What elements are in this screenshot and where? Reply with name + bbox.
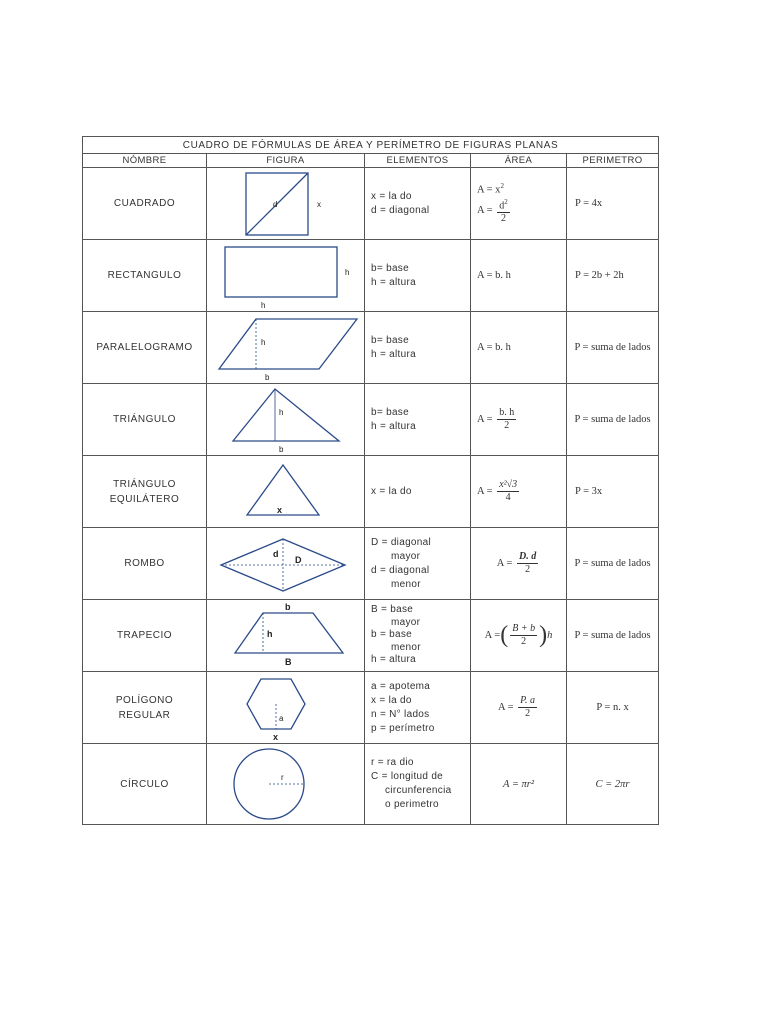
element-line: b= base bbox=[371, 262, 409, 274]
row-name-line: POLÍGONO bbox=[115, 694, 174, 706]
table-row bbox=[83, 600, 659, 672]
elements-cell bbox=[365, 672, 471, 744]
elements-cell bbox=[365, 456, 471, 528]
numerator: d bbox=[499, 199, 505, 211]
area-prefix: A = bbox=[497, 701, 514, 713]
rhombus-figure bbox=[207, 528, 365, 600]
row-name-line: TRIÁNGULO bbox=[113, 478, 176, 490]
label-B: B bbox=[284, 656, 291, 667]
label-h-bottom: h bbox=[260, 300, 265, 310]
label-h: h bbox=[278, 407, 283, 417]
perimeter-cell: P = 4x bbox=[567, 168, 659, 240]
element-line: mayor bbox=[391, 550, 421, 562]
hexagon-figure bbox=[207, 672, 365, 744]
table-row bbox=[83, 456, 659, 528]
element-line: x = la do bbox=[371, 694, 412, 706]
element-line: b = base bbox=[371, 629, 413, 641]
area-suffix: h bbox=[547, 629, 553, 641]
row-name: TRAPECIO bbox=[83, 600, 207, 672]
fraction bbox=[517, 551, 538, 576]
perimeter-cell: P = 2b + 2h bbox=[567, 240, 659, 312]
table-row bbox=[83, 744, 659, 825]
row-name bbox=[83, 672, 207, 744]
perimeter-cell: P = suma de lados bbox=[567, 312, 659, 384]
elements-cell bbox=[365, 744, 471, 825]
triangle-figure bbox=[207, 384, 365, 456]
label-b: b bbox=[284, 601, 290, 612]
fraction bbox=[510, 623, 537, 648]
area-prefix: A = bbox=[477, 485, 493, 497]
area-cell bbox=[471, 456, 567, 528]
area-cell: A = πr² bbox=[471, 744, 567, 825]
label-d: d bbox=[272, 548, 278, 559]
element-line: h = altura bbox=[371, 276, 416, 288]
perimeter-cell: C = 2πr bbox=[567, 744, 659, 825]
element-line: a = apotema bbox=[371, 680, 431, 692]
element-line: d = diagonal bbox=[371, 564, 430, 576]
equilateral-triangle-figure bbox=[207, 456, 365, 528]
element-line: x = la do bbox=[371, 190, 412, 202]
area-cell: A = b. h bbox=[471, 240, 567, 312]
element-line: C = longitud de bbox=[371, 771, 444, 782]
perimeter-cell: P = suma de lados bbox=[567, 384, 659, 456]
elements-cell bbox=[365, 240, 471, 312]
formula-table bbox=[82, 136, 659, 825]
element-line: h = altura bbox=[371, 420, 416, 432]
area-prefix: A = bbox=[477, 204, 493, 216]
label-a: a bbox=[278, 713, 283, 723]
element-line: r = ra dio bbox=[371, 757, 414, 768]
element-line: B = base bbox=[371, 604, 414, 616]
table-row bbox=[83, 168, 659, 240]
perimeter-cell: P = 3x bbox=[567, 456, 659, 528]
area-cell bbox=[471, 384, 567, 456]
numerator: B + b bbox=[512, 623, 536, 634]
parallelogram-figure bbox=[207, 312, 365, 384]
header-perimeter: PERIMETRO bbox=[567, 154, 659, 168]
exponent: 2 bbox=[504, 197, 508, 206]
elements-cell bbox=[365, 528, 471, 600]
elements-cell bbox=[365, 600, 471, 672]
label-x: x bbox=[276, 504, 282, 515]
header-name: NÓMBRE bbox=[83, 154, 207, 168]
fraction bbox=[518, 695, 537, 720]
area-cell: A =( $\frac{B + b}{2}$ )h bbox=[471, 600, 567, 672]
rectangle-figure bbox=[207, 240, 365, 312]
area-prefix: A = bbox=[484, 629, 501, 641]
header-figure: FIGURA bbox=[207, 154, 365, 168]
label-D: D bbox=[294, 554, 301, 565]
numerator: b. h bbox=[499, 407, 515, 418]
numerator: P. a bbox=[520, 695, 535, 706]
denominator: 2 bbox=[504, 420, 510, 431]
row-name: RECTANGULO bbox=[83, 240, 207, 312]
element-line: d = diagonal bbox=[371, 204, 430, 216]
row-name: ROMBO bbox=[83, 528, 207, 600]
element-line: menor bbox=[391, 641, 421, 653]
element-line: mayor bbox=[391, 616, 421, 628]
label-x: x bbox=[316, 199, 321, 209]
table-row bbox=[83, 240, 659, 312]
label-b: b bbox=[278, 444, 283, 454]
label-h: h bbox=[266, 628, 272, 639]
element-line: p = perímetro bbox=[371, 722, 435, 734]
square-figure bbox=[207, 168, 365, 240]
denominator: 2 bbox=[525, 564, 531, 575]
label-h: h bbox=[260, 337, 265, 347]
area-formula-1: A = x bbox=[477, 184, 501, 196]
perimeter-cell: P = suma de lados bbox=[567, 528, 659, 600]
perimeter-cell: P = n. x bbox=[567, 672, 659, 744]
element-line: b= base bbox=[371, 406, 409, 418]
element-line: menor bbox=[391, 578, 421, 590]
row-name-line: REGULAR bbox=[118, 709, 171, 721]
row-name: CUADRADO bbox=[83, 168, 207, 240]
circle-figure bbox=[207, 744, 365, 825]
element-line: h = altura bbox=[371, 654, 416, 666]
table-row bbox=[83, 528, 659, 600]
elements-cell bbox=[365, 384, 471, 456]
numerator: D. d bbox=[518, 551, 537, 562]
exponent: 2 bbox=[500, 182, 504, 191]
elements-cell bbox=[365, 168, 471, 240]
fraction bbox=[497, 196, 510, 225]
header-area: ÁREA bbox=[471, 154, 567, 168]
table-row bbox=[83, 672, 659, 744]
formula-table-sheet bbox=[82, 136, 658, 825]
element-line: n = N° lados bbox=[371, 708, 430, 720]
area-prefix: A = bbox=[477, 413, 493, 425]
label-x: x bbox=[272, 731, 278, 742]
area-cell bbox=[471, 168, 567, 240]
label-r: r bbox=[280, 773, 284, 782]
denominator: 4 bbox=[505, 492, 511, 503]
label-h: h bbox=[344, 267, 349, 277]
denominator: 2 bbox=[500, 212, 506, 224]
table-row bbox=[83, 312, 659, 384]
area-cell: A = b. h bbox=[471, 312, 567, 384]
row-name-line: EQUILÁTERO bbox=[109, 493, 180, 505]
header-elements: ELEMENTOS bbox=[365, 154, 471, 168]
row-name: TRIÁNGULO bbox=[83, 384, 207, 456]
element-line: circunferencia bbox=[385, 785, 452, 796]
element-line: b= base bbox=[371, 334, 409, 346]
row-name: PARALELOGRAMO bbox=[83, 312, 207, 384]
table-row bbox=[83, 384, 659, 456]
trapezoid-figure bbox=[207, 600, 365, 672]
label-b: b bbox=[264, 372, 269, 382]
element-line: D = diagonal bbox=[371, 536, 432, 548]
denominator: 2 bbox=[525, 708, 531, 719]
numerator: x²√3 bbox=[499, 479, 518, 490]
area-cell bbox=[471, 528, 567, 600]
perimeter-cell: P = suma de lados bbox=[567, 600, 659, 672]
element-line: h = altura bbox=[371, 348, 416, 360]
area-cell bbox=[471, 672, 567, 744]
row-name: CÍRCULO bbox=[83, 744, 207, 825]
element-line: o perimetro bbox=[385, 799, 439, 810]
fraction bbox=[497, 407, 516, 432]
fraction bbox=[497, 479, 519, 504]
denominator: 2 bbox=[521, 636, 527, 647]
elements-cell bbox=[365, 312, 471, 384]
label-d: d bbox=[272, 199, 277, 209]
table-title: CUADRO DE FÓRMULAS DE ÁREA Y PERÍMETRO DE FIGURAS PLANAS bbox=[83, 137, 659, 154]
row-name bbox=[83, 456, 207, 528]
area-prefix: A = bbox=[496, 557, 513, 569]
element-line: x = la do bbox=[371, 485, 412, 497]
